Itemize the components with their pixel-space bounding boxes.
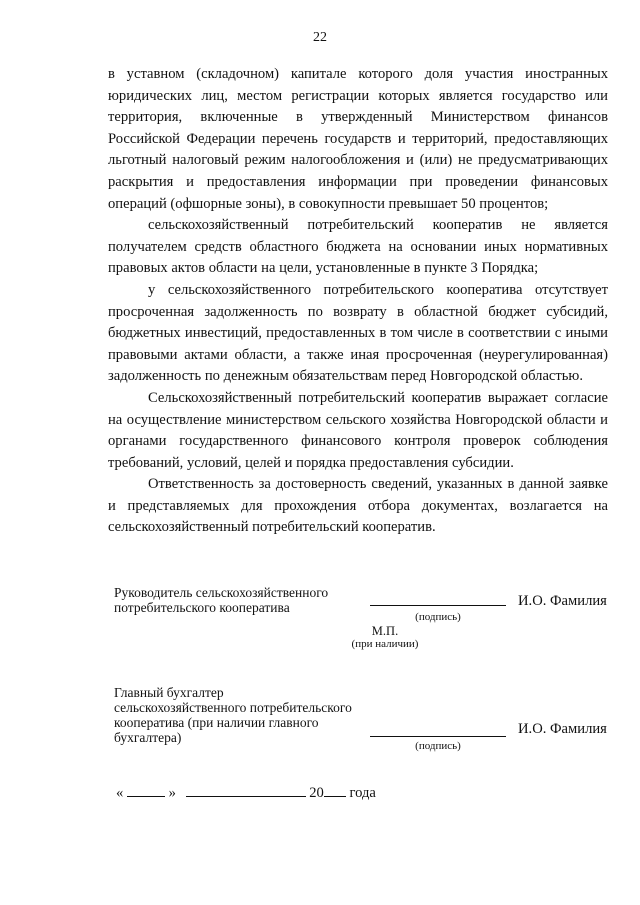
accountant-signature-caption: (подпись) (415, 740, 461, 752)
date-line (116, 782, 376, 802)
year-suffix: года (349, 785, 376, 801)
date-close-quote: » (168, 785, 176, 801)
page-number: 22 (313, 30, 327, 45)
paragraph-no-debt: у сельскохозяйственного потребительского кооператива отсутствует просроченная задолженность по возврату в областной бюджет субсидий, бюджетных инвестиций, предоставленных в том числе в соответствии с иными правовыми актами области, а также иная просроченная (неурегулированная) задолженность по денежным обязательствам перед Новгородской областью. (108, 281, 608, 385)
day-blank (127, 782, 165, 797)
paragraph-no-other-funding: сельскохозяйственный потребительский кооператив не является получателем средств областного бюджета на основании иных нормативных правовых актов области на цели, установленные в пункте 3 Порядка; (108, 217, 608, 277)
date-open-quote: « (116, 785, 124, 801)
body-text (108, 64, 608, 539)
head-signature-name: И.О. Фамилия (518, 593, 607, 609)
head-signature-line (370, 605, 506, 606)
accountant-signature-name: И.О. Фамилия (518, 721, 607, 737)
paragraph-consent: Сельскохозяйственный потребительский кооператив выражает согласие на осуществление министерством сельского хозяйства Новгородской области и органами государственного финансового контроля проверок соблюдения требований, условий, целей и порядка предоставления субсидии. (108, 389, 608, 471)
head-signature-caption: (подпись) (415, 611, 461, 623)
head-signature-title: Руководитель сельскохозяйственного потребительского кооператива (114, 585, 329, 615)
stamp-label: М.П. (371, 624, 399, 638)
accountant-signature-line (370, 736, 506, 737)
accountant-signature-title: Главный бухгалтер сельскохозяйственного потребительского кооператива (при наличии главного бухгалтера) (114, 685, 352, 745)
paragraph-responsibility: Ответственность за достоверность сведений, указанных в данной заявке и представляемых для прохождения отбора документах, возлагается на сельскохозяйственный потребительский кооператив. (108, 476, 608, 536)
paragraph-offshore-clause: в уставном (складочном) капитале которого доля участия иностранных юридических лиц, местом регистрации которых является государство или территория, включенные в утвержденный Министерством финансов Российской Федерации перечень государств и территорий, предоставляющих льготный налоговый режим налогообложения и (или) не предусматривающих раскрытия и предоставления информации при проведении финансовых операций (офшорные зоны), в совокупности превышает 50 процентов; (108, 66, 608, 212)
year-prefix: 20 (309, 785, 324, 801)
year-blank (324, 782, 346, 797)
stamp-note: (при наличии) (351, 638, 419, 650)
month-blank (186, 782, 306, 797)
